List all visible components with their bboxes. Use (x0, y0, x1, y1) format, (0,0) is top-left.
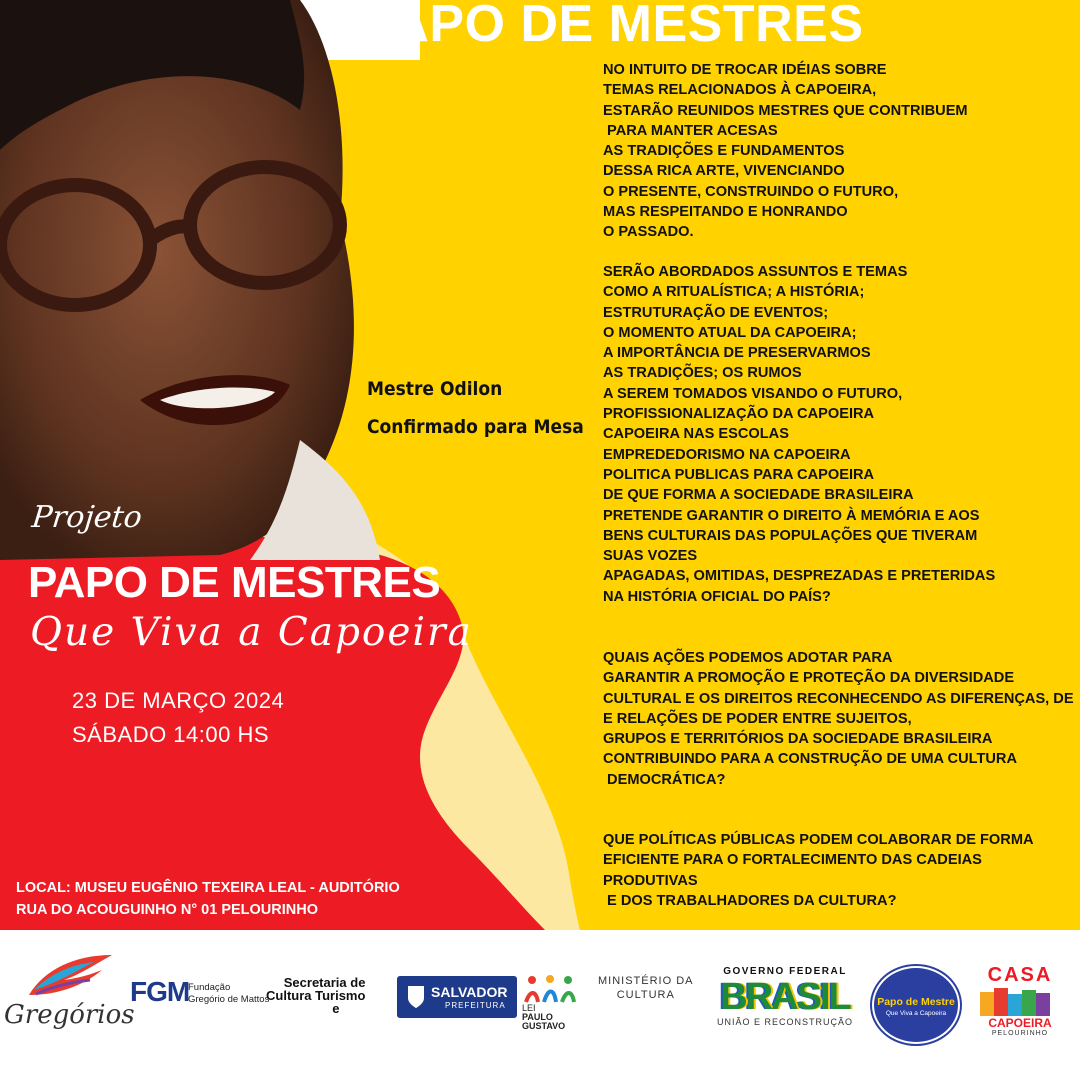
casa-capoeira-text: CAPOEIRA (988, 1016, 1052, 1030)
secretaria-line-3: e (332, 1001, 340, 1016)
papo-de-mestre-badge (872, 966, 960, 1044)
brasil-wordmark: BRASIL (720, 976, 850, 1018)
guest-name: Mestre Odilon (367, 378, 503, 400)
intro-paragraph-2: SERÃO ABORDADOS ASSUNTOS E TEMAS COMO A RITUALÍSTICA; A HISTÓRIA; ESTRUTURAÇÃO DE EVENTOS; O MOMENTO ATUAL DA CAPOEIRA; A IMPORTÂNCIA DE PRESERVARMOS AS TRADIÇÕES; OS RUMOS A SEREM TOMADOS VISANDO O FUTURO, PROFISSIONALIZAÇÃO DA CAPOEIRA CAPOEIRA NAS ESCOLAS EMPREDEDORISMO NA CAPOEIRA POLITICA PUBLICAS PARA CAPOEIRA DE QUE FORMA A SOCIEDADE BRASILEIRA PRETENDE GARANTIR O DIREITO À MEMÓRIA E AOS BENS CULTURAIS DAS POPULAÇÕES QUE TIVERAM SUAS VOZES APAGADAS, OMITIDAS, DESPREZADAS E PRETERIDAS NA HISTÓRIA OFICIAL DO PAÍS? (603, 264, 996, 605)
project-title: PAPO DE MESTRES (28, 558, 441, 607)
fgm-line-1: Fundação (188, 982, 231, 993)
feather-icon (24, 950, 114, 1000)
lei-line-2: PAULO (522, 1012, 553, 1022)
lei-paulo-gustavo-logo (522, 974, 592, 1034)
project-subtitle: Que Viva a Capoeira (30, 610, 473, 655)
sponsor-footer (0, 930, 1080, 1080)
casa-houses-icon (980, 986, 1060, 1016)
salvador-text: SALVADOR (431, 984, 508, 1000)
casa-text: CASA (987, 964, 1053, 986)
badge-line-1: Papo de Mestre (877, 996, 955, 1008)
governo-top: GOVERNO FEDERAL (723, 966, 847, 977)
governo-federal-logo (710, 966, 860, 1038)
project-label: Projeto (30, 500, 144, 535)
badge-line-2: Que Viva a Capoeira (885, 1010, 947, 1017)
governo-bottom: UNIÃO E RECONSTRUÇÃO (716, 1017, 853, 1027)
lei-line-1: LEI (522, 1003, 536, 1013)
event-date: 23 DE MARÇO 2024 (72, 688, 285, 713)
page-title: PAPO DE MESTRES (360, 0, 864, 53)
salvador-logo (397, 976, 517, 1018)
ministerio-logo (598, 974, 694, 1002)
intro-paragraph-4: QUE POLÍTICAS PÚBLICAS PODEM COLABORAR DE FORMA EFICIENTE PARA O FORTALECIMENTO DAS CADEIAS PRODUTIVAS E DOS TRABALHADORES DA CULTURA? (603, 832, 1034, 909)
gregorios-text: Gregórios (4, 1000, 135, 1030)
location-line-1: LOCAL: MUSEU EUGÊNIO TEXEIRA LEAL - AUDITÓRIO (16, 880, 400, 896)
ministerio-line-2: CULTURA (616, 989, 675, 1001)
fgm-line-2: Gregório de Mattos (188, 994, 270, 1005)
intro-paragraph-1: NO INTUITO DE TROCAR IDÉIAS SOBRE TEMAS RELACIONADOS À CAPOEIRA, ESTARÃO REUNIDOS MESTRES QUE CONTRIBUEM PARA MANTER ACESAS AS TRADIÇÕES E FUNDAMENTOS DESSA RICA ARTE, VIVENCIANDO O PRESENTE, CONSTRUINDO O FUTURO, MAS RESPEITANDO E HONRANDO O PASSADO. (603, 62, 968, 241)
secretaria-logo (266, 976, 365, 1015)
fgm-abbr: FGM (130, 976, 190, 1007)
casa-capoeira-logo (970, 964, 1070, 1044)
lei-figures-icon (522, 974, 578, 1004)
location-line-2: RUA DO ACOUGUINHO N° 01 PELOURINHO (16, 902, 318, 918)
salvador-shield-icon (407, 985, 425, 1009)
lei-line-3: GUSTAVO (522, 1021, 566, 1031)
prefeitura-text: PREFEITURA (445, 1001, 506, 1010)
casa-pelourinho-text: PELOURINHO (991, 1030, 1049, 1037)
guest-status: Confirmado para Mesa (367, 416, 584, 438)
lei-text (522, 1004, 565, 1031)
secretaria-line-2: Cultura Turismo (266, 988, 366, 1003)
ministerio-line-1: MINISTÉRIO DA (598, 975, 694, 987)
gregorios-logo (4, 950, 135, 1040)
fgm-name (188, 982, 278, 1006)
mestre-portrait (0, 0, 420, 560)
secretaria-line-1: Secretaria de (283, 975, 366, 990)
event-time: SÁBADO 14:00 HS (72, 722, 270, 747)
intro-paragraph-3: QUAIS AÇÕES PODEMOS ADOTAR PARA GARANTIR A PROMOÇÃO E PROTEÇÃO DA DIVERSIDADE CULTURAL E OS DIREITOS RECONHECENDO AS DIFERENÇAS, DE E RELAÇÕES DE PODER ENTRE SUJEITOS, GRUPOS E TERRITÓRIOS DA SOCIEDADE BRASILEIRA CONTRIBUINDO PARA A CONSTRUÇÃO DE UMA CULTURA DEMOCRÁTICA? (603, 650, 1074, 788)
fgm-logo (130, 976, 270, 1008)
